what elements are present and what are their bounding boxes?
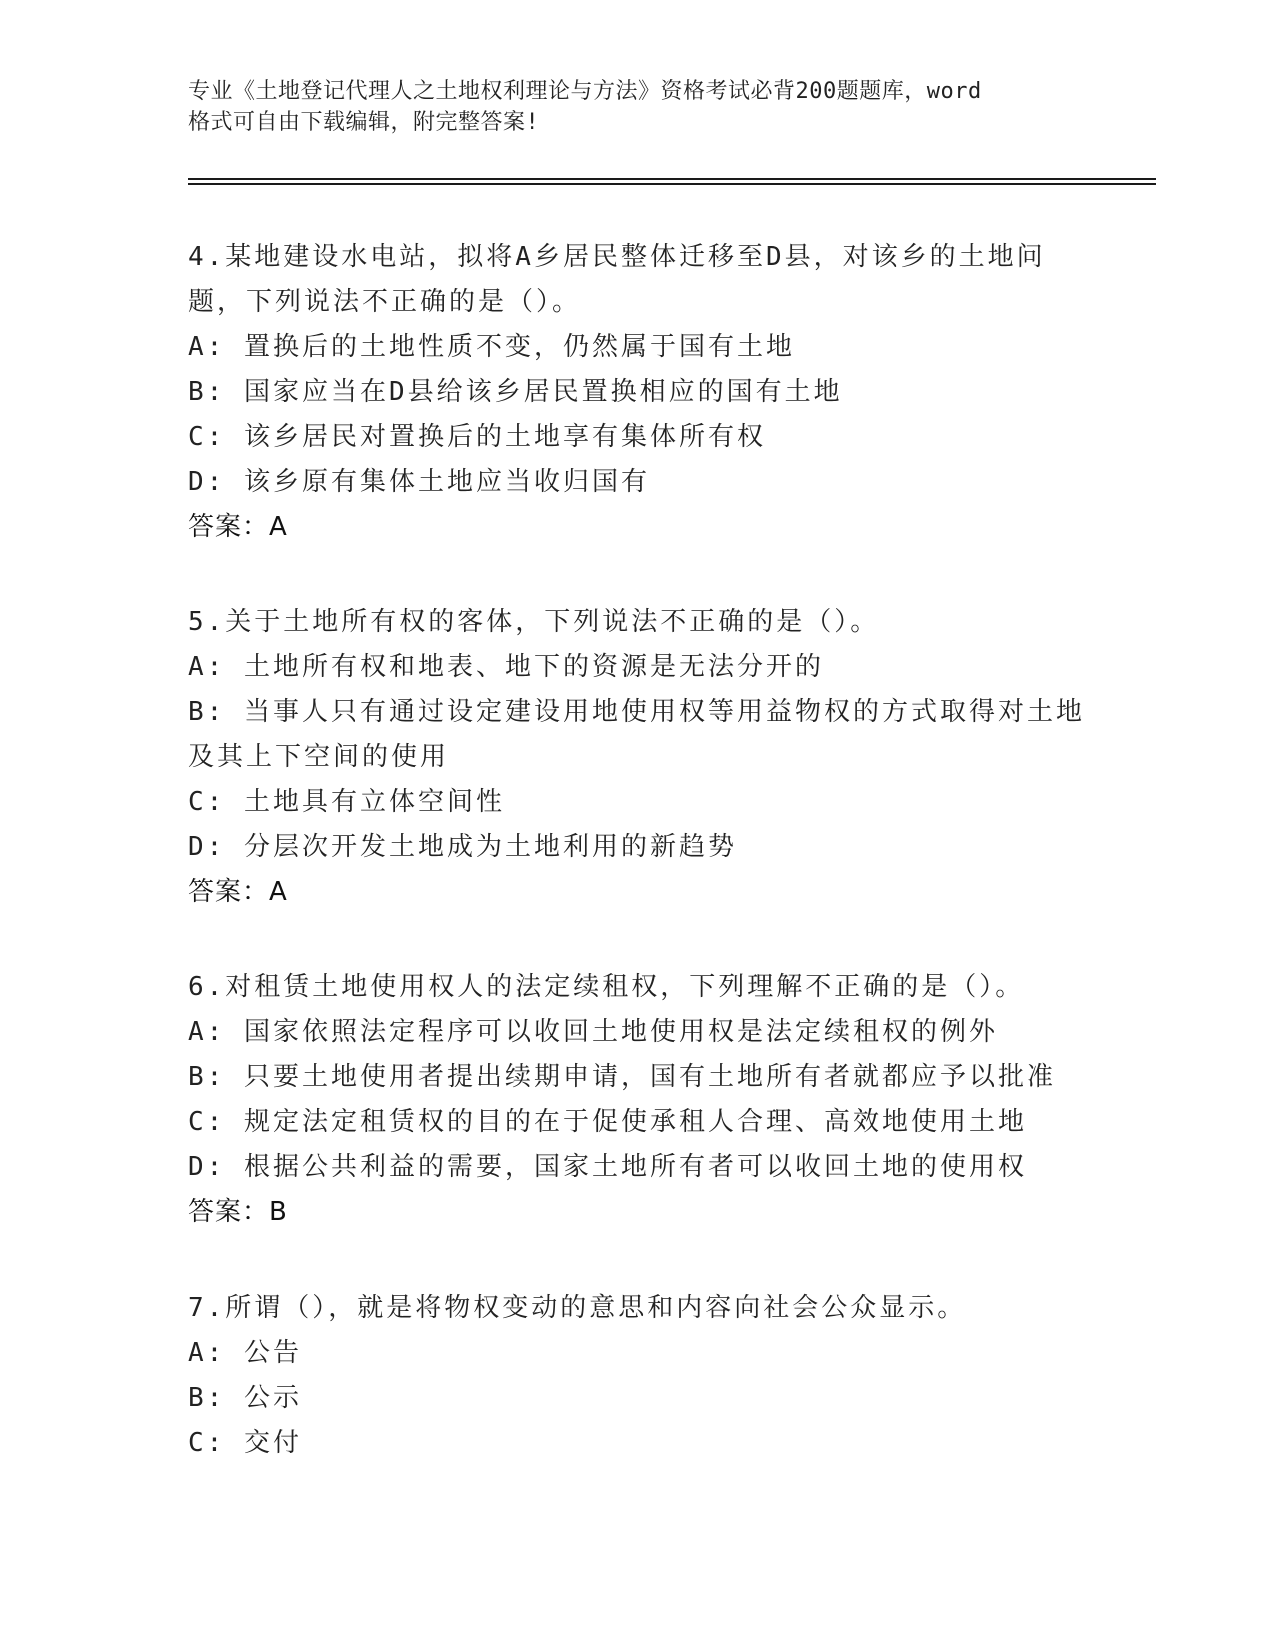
answer-label: 答案：B <box>188 1197 288 1227</box>
question-stem: 7.所谓（），就是将物权变动的意思和内容向社会公众显示。 <box>188 1293 967 1323</box>
header-divider-top <box>188 178 1156 180</box>
header-line-1: 专业《土地登记代理人之土地权利理论与方法》资格考试必背200题题库，word <box>188 79 982 104</box>
option-b-continued: 及其上下空间的使用 <box>188 742 450 772</box>
option-d: D: 分层次开发土地成为土地利用的新趋势 <box>188 832 737 862</box>
option-b: B: 当事人只有通过设定建设用地使用权等用益物权的方式取得对土地 <box>188 697 1085 727</box>
option-a: A: 土地所有权和地表、地下的资源是无法分开的 <box>188 652 824 682</box>
question-5 <box>188 600 1085 915</box>
option-d: D: 该乡原有集体土地应当收归国有 <box>188 467 650 497</box>
option-a: A: 国家依照法定程序可以收回土地使用权是法定续租权的例外 <box>188 1017 998 1047</box>
question-6 <box>188 965 1078 1235</box>
question-stem: 4.某地建设水电站，拟将A乡居民整体迁移至D县，对该乡的土地问 <box>188 242 1046 272</box>
answer-label: 答案：A <box>188 512 288 542</box>
document-header <box>188 76 1068 138</box>
question-7 <box>188 1286 1078 1466</box>
question-stem: 6.对租赁土地使用权人的法定续租权，下列理解不正确的是（）。 <box>188 972 1025 1002</box>
option-c: C: 规定法定租赁权的目的在于促使承租人合理、高效地使用土地 <box>188 1107 1027 1137</box>
option-a: A: 置换后的土地性质不变，仍然属于国有土地 <box>188 332 795 362</box>
option-c: C: 该乡居民对置换后的土地享有集体所有权 <box>188 422 766 452</box>
option-b: B: 只要土地使用者提出续期申请，国有土地所有者就都应予以批准 <box>188 1062 1056 1092</box>
header-divider-bottom <box>188 183 1156 185</box>
option-a: A: 公告 <box>188 1338 302 1368</box>
option-c: C: 土地具有立体空间性 <box>188 787 505 817</box>
option-c: C: 交付 <box>188 1428 302 1458</box>
question-stem: 5.关于土地所有权的客体，下列说法不正确的是（）。 <box>188 607 880 637</box>
question-stem-continued: 题，下列说法不正确的是（）。 <box>188 287 582 317</box>
option-b: B: 国家应当在D县给该乡居民置换相应的国有土地 <box>188 377 843 407</box>
header-line-2: 格式可自由下载编辑，附完整答案! <box>188 110 540 135</box>
question-4 <box>188 235 1078 550</box>
option-d: D: 根据公共利益的需要，国家土地所有者可以收回土地的使用权 <box>188 1152 1027 1182</box>
option-b: B: 公示 <box>188 1383 302 1413</box>
answer-label: 答案：A <box>188 877 288 907</box>
